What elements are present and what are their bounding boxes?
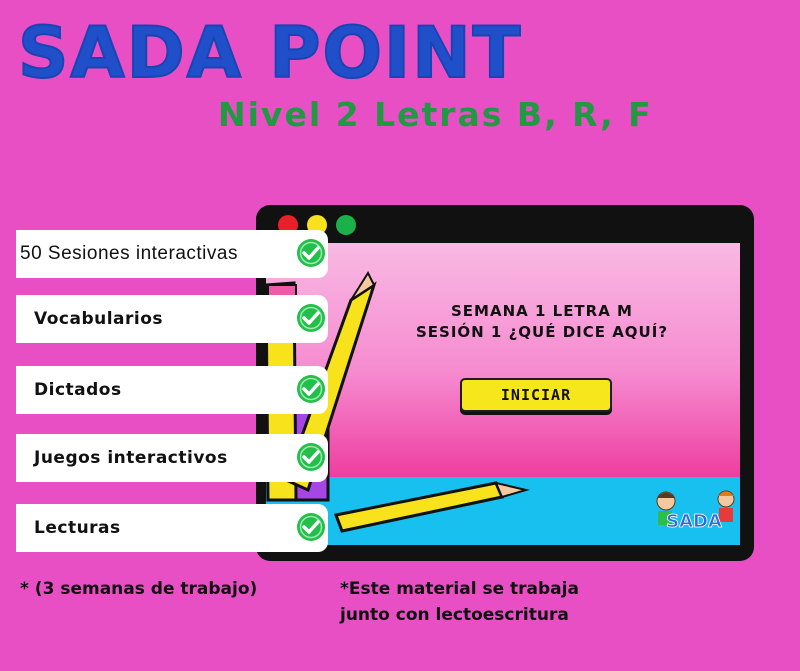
session-week-line: SEMANA 1 LETRA M	[451, 302, 633, 320]
feature-item	[16, 295, 328, 343]
feature-item	[16, 366, 328, 414]
session-title-line: SESIÓN 1 ¿QUÉ DICE AQUÍ?	[415, 323, 669, 341]
check-icon	[296, 442, 326, 472]
feature-item	[16, 434, 328, 482]
feature-item	[16, 230, 328, 278]
check-icon	[296, 512, 326, 542]
duration-note: * (3 semanas de trabajo)	[20, 579, 258, 599]
check-icon	[296, 303, 326, 333]
preview-window	[256, 205, 754, 561]
feature-label: Vocabularios	[34, 309, 164, 329]
logo-text: SADA	[666, 511, 722, 532]
material-note	[340, 576, 640, 628]
feature-label: 50 Sesiones interactivas	[20, 243, 238, 264]
feature-label: Juegos interactivos	[34, 448, 228, 468]
page-subtitle: Nivel 2 Letras B, R, F	[218, 95, 653, 134]
feature-item	[16, 504, 328, 552]
session-text	[382, 301, 702, 343]
sada-logo	[644, 483, 744, 543]
material-note-line: junto con lectoescritura	[340, 605, 569, 625]
start-button[interactable]: INICIAR	[460, 378, 612, 412]
preview-screen	[266, 243, 740, 477]
material-note-line: *Este material se trabaja	[340, 579, 579, 599]
check-icon	[296, 238, 326, 268]
feature-label: Lecturas	[34, 518, 121, 538]
maximize-dot-icon	[336, 215, 356, 235]
page-title: SADA POINT	[18, 12, 523, 94]
feature-label: Dictados	[34, 380, 122, 400]
check-icon	[296, 374, 326, 404]
